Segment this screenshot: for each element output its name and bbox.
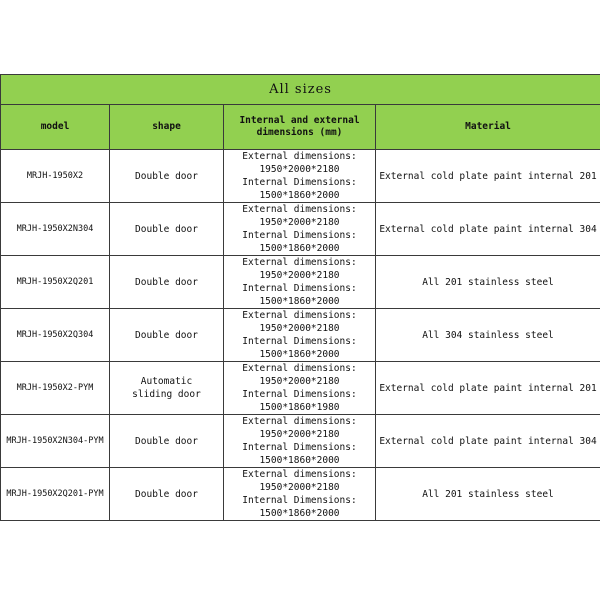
dimension-line: Internal Dimensions:	[242, 336, 357, 347]
dimensions-cell	[224, 309, 376, 362]
table-row	[1, 203, 600, 256]
model-cell: MRJH-1950X2Q201-PYM	[1, 468, 110, 521]
dimension-line: Internal Dimensions:	[242, 283, 357, 294]
dimension-line: 1500*1860*2000	[259, 508, 340, 519]
dimensions-cell	[224, 415, 376, 468]
shape-line: sliding door	[132, 389, 201, 400]
table-row	[1, 362, 600, 415]
dimensions-cell	[224, 150, 376, 203]
shape-cell	[110, 203, 224, 256]
header-dimensions-line: Internal and external	[239, 115, 360, 126]
material-cell: External cold plate paint internal 304	[376, 415, 600, 468]
dimension-line: 1500*1860*2000	[259, 243, 340, 254]
dimensions-cell	[224, 256, 376, 309]
dimension-line: Internal Dimensions:	[242, 177, 357, 188]
dimension-line: External dimensions:	[242, 310, 357, 321]
shape-cell	[110, 415, 224, 468]
dimension-line: 1500*1860*2000	[259, 455, 340, 466]
dimension-line: External dimensions:	[242, 151, 357, 162]
dimension-line: External dimensions:	[242, 204, 357, 215]
shape-cell	[110, 309, 224, 362]
model-cell: MRJH-1950X2Q304	[1, 309, 110, 362]
dimension-line: External dimensions:	[242, 257, 357, 268]
shape-line: Automatic	[140, 376, 193, 387]
shape-line: Double door	[135, 170, 198, 182]
dimension-line: Internal Dimensions:	[242, 230, 357, 241]
model-cell: MRJH-1950X2	[1, 150, 110, 203]
shape-cell	[110, 362, 224, 415]
shape-line: Double door	[135, 435, 198, 447]
table-body	[1, 150, 600, 521]
material-cell: All 201 stainless steel	[376, 468, 600, 521]
material-cell: External cold plate paint internal 201	[376, 150, 600, 203]
table-row	[1, 256, 600, 309]
dimension-line: 1950*2000*2180	[259, 323, 340, 334]
material-cell: External cold plate paint internal 201	[376, 362, 600, 415]
header-shape: shape	[110, 105, 224, 150]
shape-line: Double door	[135, 329, 198, 341]
table-row	[1, 150, 600, 203]
dimension-line: Internal Dimensions:	[242, 389, 357, 400]
header-row	[1, 105, 600, 150]
dimensions-cell	[224, 468, 376, 521]
table-row	[1, 309, 600, 362]
model-cell: MRJH-1950X2-PYM	[1, 362, 110, 415]
dimension-line: 1950*2000*2180	[259, 270, 340, 281]
shape-cell	[110, 256, 224, 309]
material-cell: External cold plate paint internal 304	[376, 203, 600, 256]
dimension-line: 1950*2000*2180	[259, 429, 340, 440]
title-row	[1, 75, 600, 105]
dimension-line: 1950*2000*2180	[259, 482, 340, 493]
header-model: model	[1, 105, 110, 150]
shape-line: Double door	[135, 488, 198, 500]
shape-line: Double door	[135, 276, 198, 288]
dimension-line: 1500*1860*2000	[259, 190, 340, 201]
dimension-line: External dimensions:	[242, 416, 357, 427]
material-cell: All 201 stainless steel	[376, 256, 600, 309]
dimension-line: 1500*1860*2000	[259, 349, 340, 360]
header-material: Material	[376, 105, 600, 150]
dimension-line: External dimensions:	[242, 363, 357, 374]
dimension-line: 1950*2000*2180	[259, 217, 340, 228]
shape-line: Double door	[135, 223, 198, 235]
dimension-line: 1950*2000*2180	[259, 376, 340, 387]
table-row	[1, 468, 600, 521]
dimension-line: 1500*1860*2000	[259, 296, 340, 307]
shape-cell	[110, 468, 224, 521]
header-dimensions	[224, 105, 376, 150]
table-row	[1, 415, 600, 468]
sizes-table	[0, 74, 600, 521]
table-title: All sizes	[1, 75, 600, 105]
shape-cell	[110, 150, 224, 203]
dimension-line: 1950*2000*2180	[259, 164, 340, 175]
dimensions-cell	[224, 203, 376, 256]
dimension-line: 1500*1860*1980	[259, 402, 340, 413]
model-cell: MRJH-1950X2Q201	[1, 256, 110, 309]
model-cell: MRJH-1950X2N304-PYM	[1, 415, 110, 468]
dimension-line: Internal Dimensions:	[242, 442, 357, 453]
model-cell: MRJH-1950X2N304	[1, 203, 110, 256]
material-cell: All 304 stainless steel	[376, 309, 600, 362]
dimensions-cell	[224, 362, 376, 415]
dimension-line: Internal Dimensions:	[242, 495, 357, 506]
dimension-line: External dimensions:	[242, 469, 357, 480]
header-dimensions-line: dimensions (mm)	[256, 127, 343, 138]
